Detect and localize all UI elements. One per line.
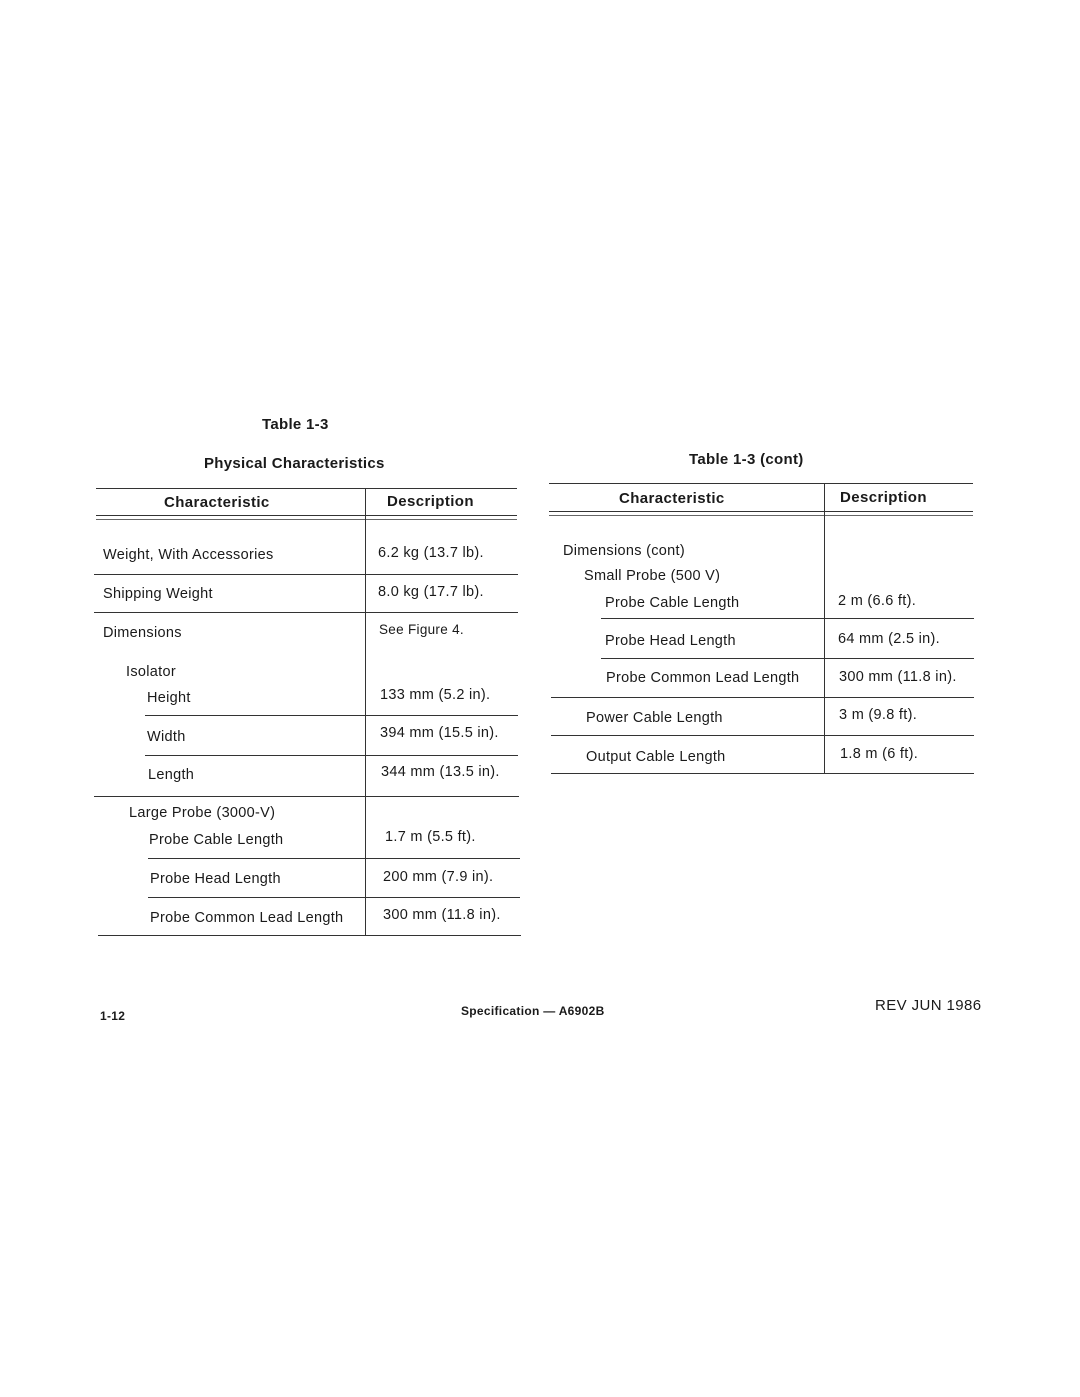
left-row-char: Length bbox=[148, 767, 195, 783]
left-table-label: Table 1-3 bbox=[262, 416, 329, 433]
right-row-desc: 2 m (6.6 ft). bbox=[838, 593, 917, 609]
right-table-bottom-rule bbox=[551, 773, 974, 774]
right-row-char: Dimensions (cont) bbox=[563, 543, 685, 559]
left-row-desc: 133 mm (5.2 in). bbox=[380, 687, 491, 703]
right-header-description: Description bbox=[840, 489, 927, 506]
right-table-label: Table 1-3 (cont) bbox=[689, 451, 804, 468]
left-row-char: Isolator bbox=[126, 664, 176, 680]
left-row-desc: 344 mm (13.5 in). bbox=[381, 764, 500, 780]
right-row-desc: 64 mm (2.5 in). bbox=[838, 631, 940, 647]
right-row-char: Power Cable Length bbox=[586, 710, 723, 726]
left-row-rule bbox=[94, 574, 518, 575]
left-row-rule bbox=[94, 796, 519, 797]
right-row-desc: 1.8 m (6 ft). bbox=[840, 746, 919, 762]
left-row-desc: See Figure 4. bbox=[379, 622, 464, 637]
left-table-top-rule bbox=[96, 488, 517, 489]
left-row-desc: 1.7 m (5.5 ft). bbox=[385, 829, 476, 845]
left-row-char: Probe Common Lead Length bbox=[150, 910, 344, 926]
left-row-desc: 394 mm (15.5 in). bbox=[380, 725, 499, 741]
left-row-char: Large Probe (3000-V) bbox=[129, 805, 276, 821]
right-row-rule bbox=[551, 735, 974, 736]
left-row-rule bbox=[94, 612, 518, 613]
page-number: 1-12 bbox=[100, 1009, 126, 1023]
left-row-desc: 6.2 kg (13.7 lb). bbox=[378, 545, 484, 561]
left-row-desc: 300 mm (11.8 in). bbox=[383, 907, 501, 923]
left-header-rule bbox=[96, 515, 517, 516]
right-header-rule-2 bbox=[549, 515, 973, 516]
right-table-top-rule bbox=[549, 483, 973, 484]
left-row-rule bbox=[148, 858, 520, 859]
right-column-divider bbox=[824, 483, 825, 773]
left-row-char: Height bbox=[147, 690, 191, 706]
right-row-desc: 300 mm (11.8 in). bbox=[839, 669, 957, 685]
left-row-char: Shipping Weight bbox=[103, 586, 213, 602]
left-row-char: Weight, With Accessories bbox=[103, 547, 274, 563]
left-header-characteristic: Characteristic bbox=[164, 494, 270, 511]
right-row-char: Output Cable Length bbox=[586, 749, 726, 765]
left-row-desc: 200 mm (7.9 in). bbox=[383, 869, 494, 885]
right-row-char: Probe Cable Length bbox=[605, 595, 740, 611]
right-row-rule bbox=[551, 697, 974, 698]
left-table-title: Physical Characteristics bbox=[204, 455, 385, 472]
left-header-rule-2 bbox=[96, 519, 517, 520]
right-header-characteristic: Characteristic bbox=[619, 490, 725, 507]
left-table-bottom-rule bbox=[98, 935, 521, 936]
left-header-description: Description bbox=[387, 493, 474, 510]
right-row-desc: 3 m (9.8 ft). bbox=[839, 707, 918, 723]
revision-date: REV JUN 1986 bbox=[875, 997, 982, 1014]
left-row-char: Probe Head Length bbox=[150, 871, 281, 887]
right-row-rule bbox=[601, 658, 974, 659]
right-row-char: Small Probe (500 V) bbox=[584, 568, 721, 584]
left-row-rule bbox=[145, 755, 518, 756]
footer-title: Specification — A6902B bbox=[461, 1004, 605, 1018]
left-row-char: Probe Cable Length bbox=[149, 832, 284, 848]
right-row-rule bbox=[601, 618, 974, 619]
right-row-char: Probe Head Length bbox=[605, 633, 736, 649]
left-row-char: Width bbox=[147, 729, 186, 745]
left-row-char: Dimensions bbox=[103, 625, 182, 641]
right-row-char: Probe Common Lead Length bbox=[606, 670, 800, 686]
right-header-rule bbox=[549, 511, 973, 512]
left-column-divider bbox=[365, 488, 366, 936]
left-row-rule bbox=[145, 715, 518, 716]
left-row-desc: 8.0 kg (17.7 lb). bbox=[378, 584, 484, 600]
left-row-rule bbox=[148, 897, 520, 898]
